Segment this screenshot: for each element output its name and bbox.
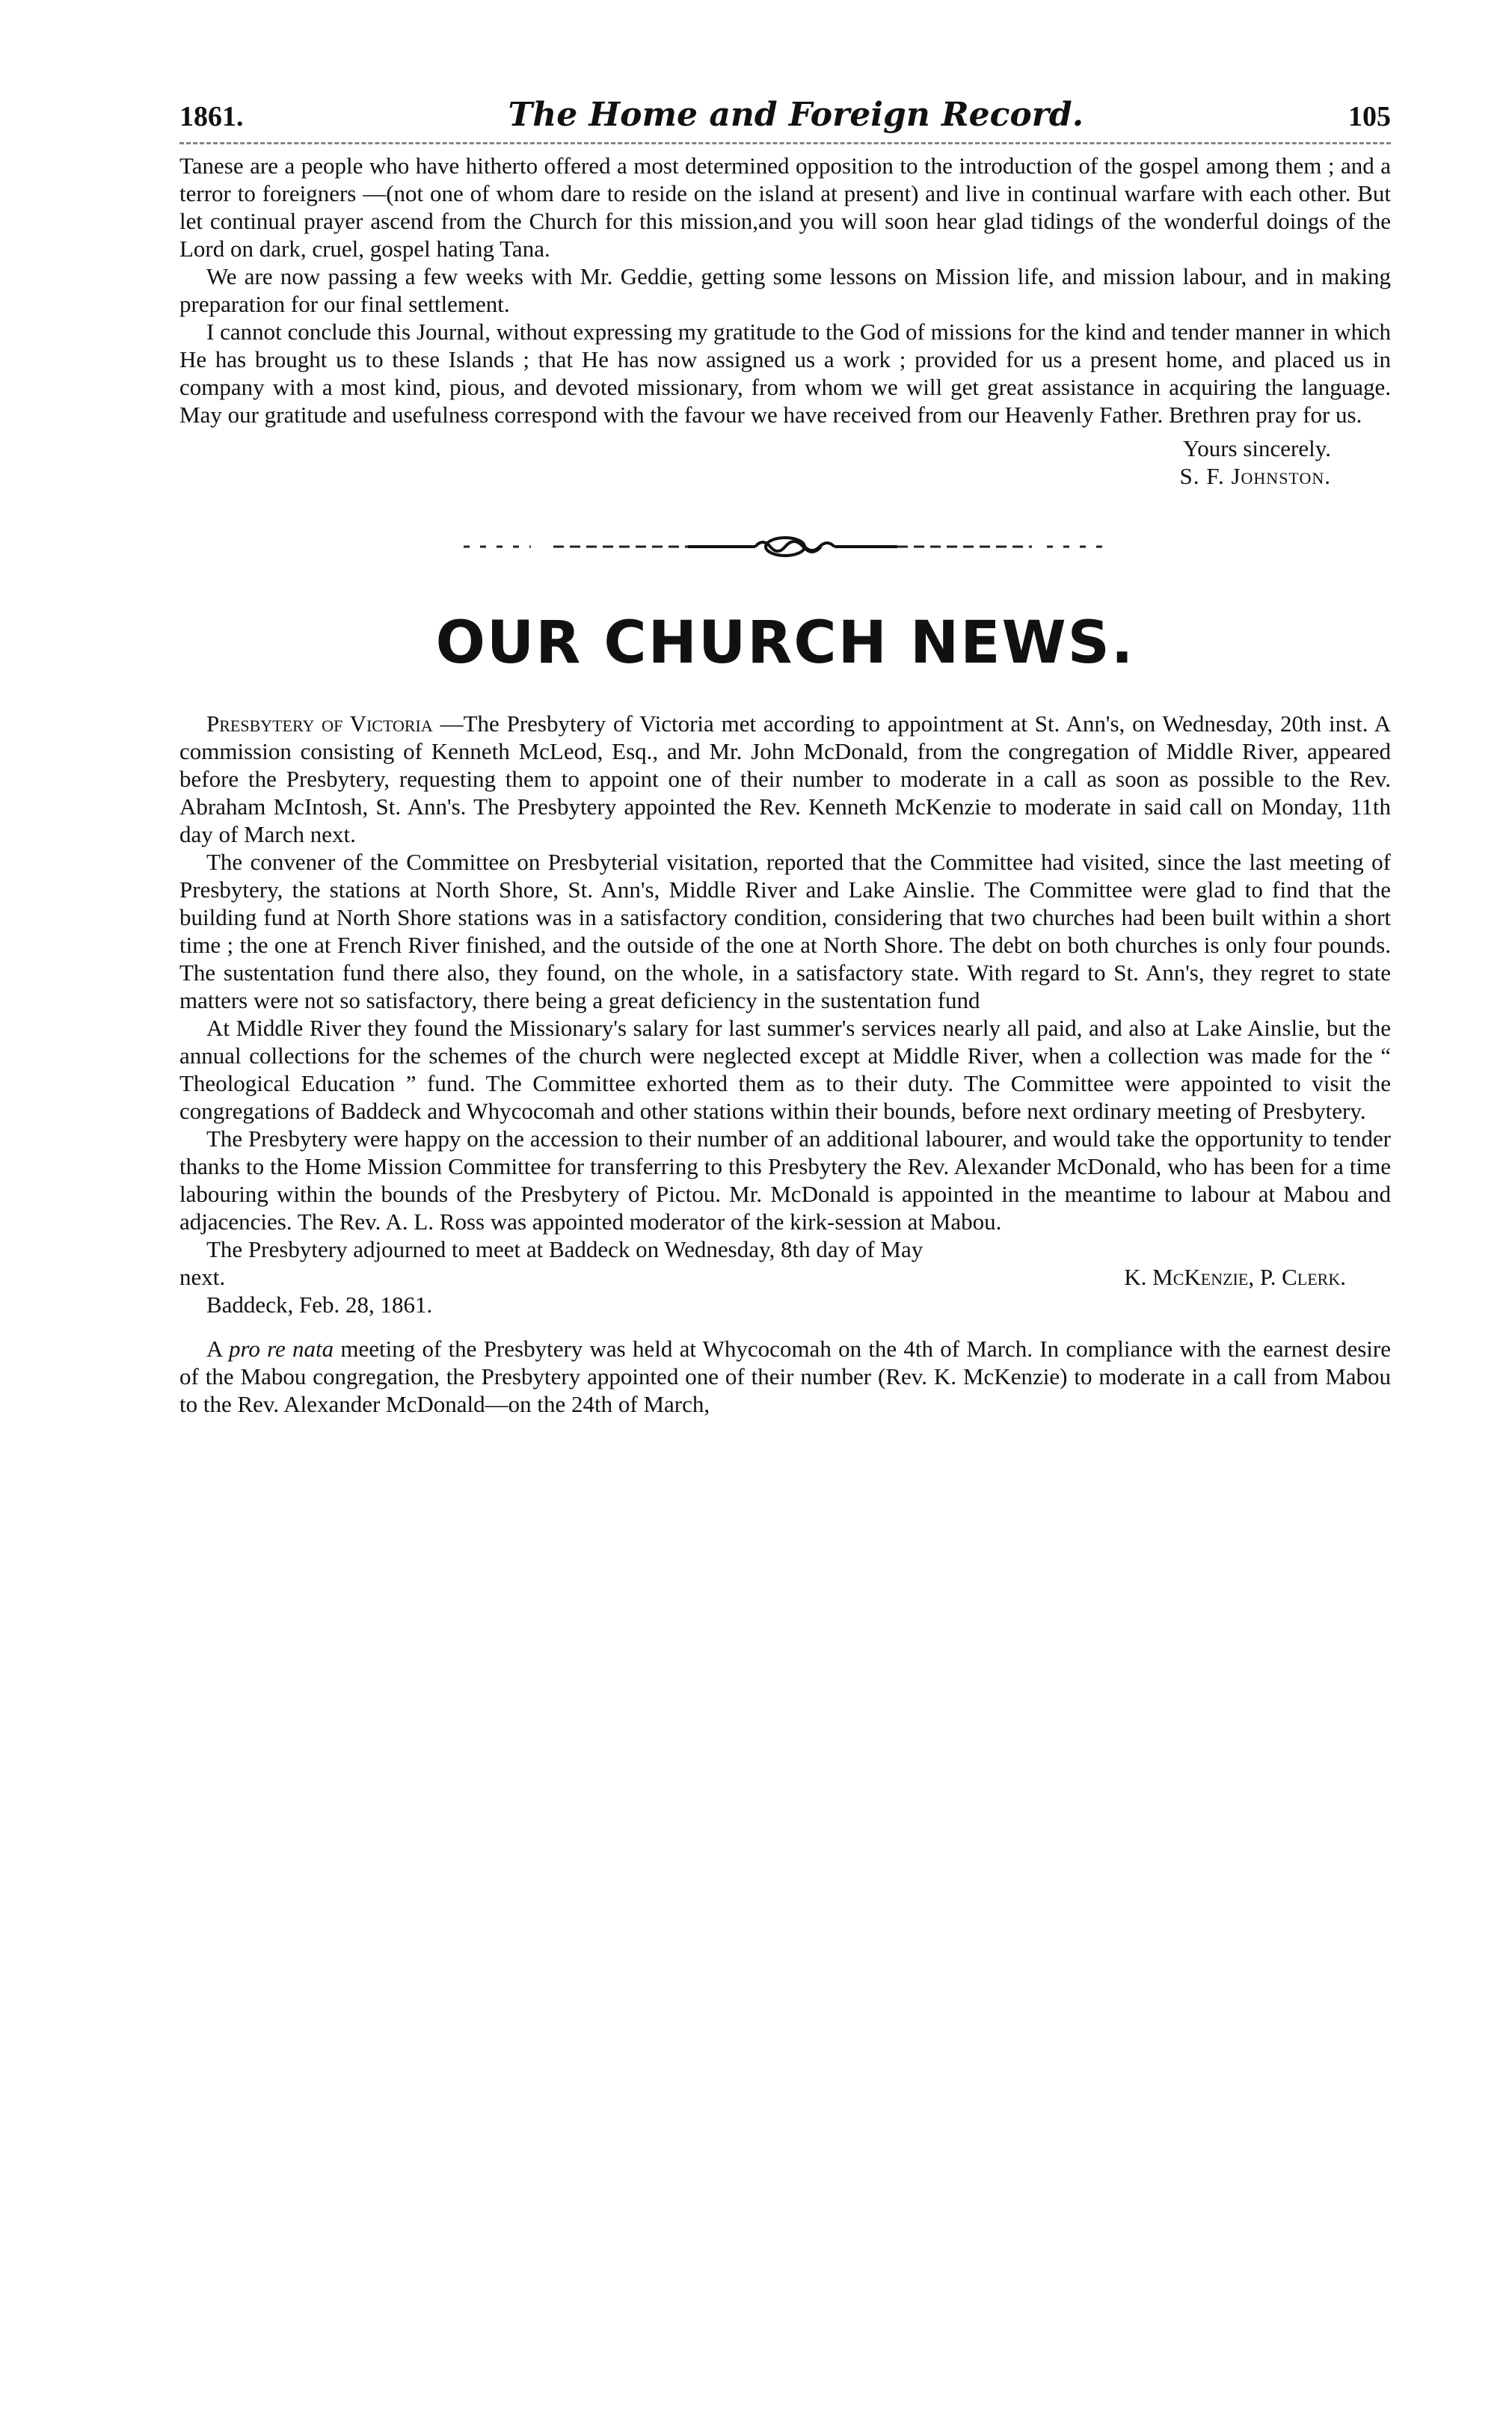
news-paragraph-text: —The Presbytery of Victoria met according to appointment at St. Ann's, on Wednesday, 20th inst. A commission consisting of Kenneth McLeod, Esq., and Mr. John McDonald, from the congregation of Middle River, appeared before the Presbytery, requesting them to appoint one of their number to moderate in a call as soon as possible to the Rev. Abraham McIntosh, St. Ann's. The Presbytery appointed the Rev. Kenneth McKenzie to moderate in said call on Monday, 11th day of March next. bbox=[179, 710, 1391, 847]
letter-closing bbox=[179, 434, 1391, 490]
header-rule bbox=[179, 142, 1391, 144]
clerk-signature: K. McKenzie, P. Clerk. bbox=[1124, 1264, 1346, 1290]
news-paragraph: The Presbytery adjourned to meet at Baddeck on Wednesday, 8th day of May bbox=[206, 1236, 924, 1262]
news-paragraph: At Middle River they found the Missionary's salary for last summer's services nearly all paid, and also at Lake Ainslie, but the annual collections for the schemes of the church were neglected except at Middle River, when a collection was made for the “ Theological Education ” fund. The Committee exhorted them as to their duty. The Committee were appointed to visit the congregations of Baddeck and Whycocomah and other stations within their bounds, before next ordinary meeting of Presbytery. bbox=[179, 1015, 1391, 1124]
dateline: Baddeck, Feb. 28, 1861. bbox=[206, 1292, 433, 1318]
pro-re-nata-text: meeting of the Presbytery was held at Whycocomah on the 4th of March. In compliance with the earnest desire of the Mabou congregation, the Presbytery appointed one of their number (Rev. K. McKenzie) to moderate in a call from Mabou to the Rev. Alexander McDonald—on the 24th of March, bbox=[179, 1336, 1392, 1417]
running-head bbox=[179, 97, 1391, 135]
ornament-divider bbox=[449, 532, 1122, 562]
closing-salutation: Yours sincerely. bbox=[1182, 435, 1331, 461]
church-news-section bbox=[179, 710, 1391, 1418]
letter-paragraph: Tanese are a people who have hitherto offered a most determined opposition to the introduction of the gospel among them ; and a terror to foreigners —(not one of whom dare to reside on the island at present) and live in continual warfare with each other. But let continual prayer ascend from the Church for this mission,and you will soon hear glad tidings of the wonderful doings of the Lord on dark, cruel, gospel hating Tana. bbox=[179, 153, 1391, 262]
news-paragraph: The Presbytery were happy on the accession to their number of an additional labourer, and would take the opportunity to tender thanks to the Home Mission Committee for transferring to this Presbytery the Rev. Alexander McDonald, who has been for a time labouring within the bounds of the Presbytery of Pictou. Mr. McDonald is appointed in the meantime to labour at Mabou and adjacencies. The Rev. A. L. Ross was appointed moderator of the kirk-session at Mabou. bbox=[179, 1125, 1391, 1235]
letter-paragraph: We are now passing a few weeks with Mr. Geddie, getting some lessons on Mission life, and mission labour, and in making preparation for our final settlement. bbox=[179, 263, 1391, 317]
clerk-line bbox=[179, 1263, 1391, 1291]
news-paragraph: The convener of the Committee on Presbyterial visitation, reported that the Committee had visited, since the last meeting of Presbytery, the stations at North Shore, St. Ann's, Middle River and Lake Ainslie. The Committee were glad to find that the building fund at North Shore stations was in a satisfactory condition, considering that two churches had been built within a short time ; the one at French River finished, and the outside of the one at North Shore. The debt on both churches is only four pounds. The sustentation fund there also, they found, on the whole, in a satisfactory state. With regard to St. Ann's, they regret to state matters were not so satisfactory, there being a great deficiency in the sustentation fund bbox=[179, 849, 1391, 1013]
document-page bbox=[179, 97, 1391, 1418]
page-number: 105 bbox=[1348, 101, 1391, 132]
news-paragraph bbox=[179, 1335, 1391, 1418]
header-year: 1861. bbox=[179, 101, 244, 132]
journal-title: The Home and Foreign Record. bbox=[508, 96, 1084, 134]
pro-re-nata-lead: A bbox=[206, 1336, 229, 1362]
letter-paragraph: I cannot conclude this Journal, without expressing my gratitude to the God of missions for the kind and tender manner in which He has brought us to these Islands ; that He has now assigned us a work ; provided for us a present home, and placed us in company with a most kind, pious, and devoted missionary, from whom we will get great assistance in acquiring the language. May our gratitude and usefulness correspond with the favour we have received from our Heavenly Father. Brethren pray for us. bbox=[179, 319, 1391, 428]
adjournment-end: next. bbox=[179, 1264, 226, 1290]
letter-section bbox=[179, 152, 1391, 490]
news-paragraph bbox=[179, 710, 1391, 848]
letter-signature: S. F. Johnston. bbox=[1179, 463, 1331, 489]
section-heading: OUR CHURCH NEWS. bbox=[435, 609, 1135, 677]
pro-re-nata-italic: pro re nata bbox=[228, 1336, 334, 1362]
presbytery-label: Presbytery of Victoria bbox=[206, 710, 433, 737]
